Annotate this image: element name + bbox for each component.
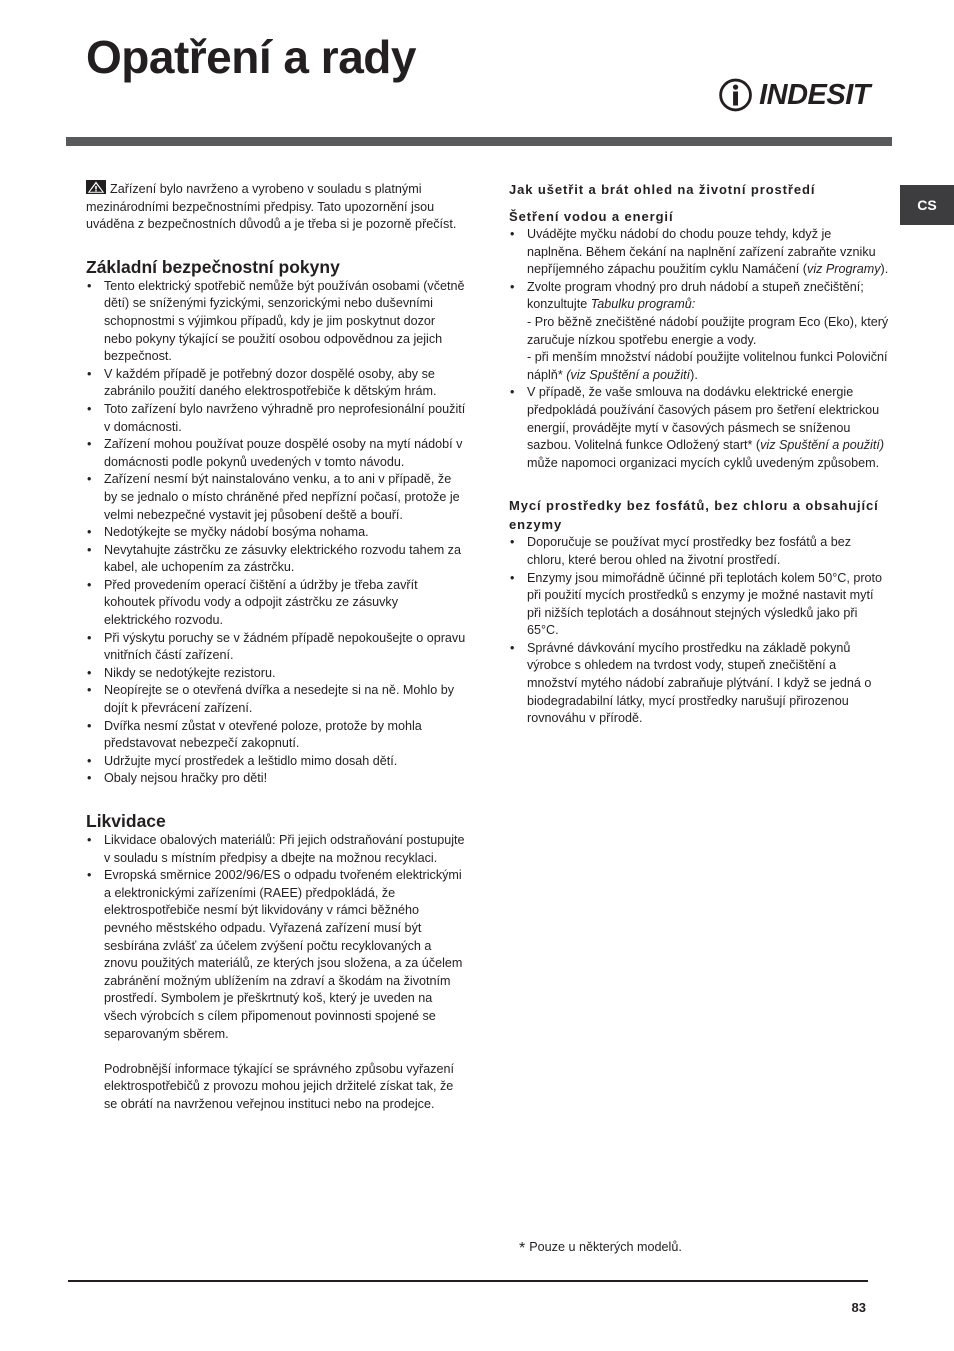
- list-item: • Likvidace obalových materiálů: Při jejich odstraňování postupujte v souladu s místním předpisy a dbejte na možnou recyklaci.: [86, 832, 466, 867]
- list-item: • Nikdy se nedotýkejte rezistoru.: [86, 665, 466, 683]
- list-item: • Enzymy jsou mimořádně účinné při teplotách kolem 50°C, proto při použití mycích prostředků s enzymy je možné nastavit mytí při nižších teplotách a dosáhnout stejných výsledků jako při 65°C.: [509, 570, 889, 640]
- indesit-logo-icon: [718, 75, 753, 115]
- list-item: • Zvolte program vhodný pro druh nádobí a stupeň znečištění; konzultujte Tabulku programů: - Pro běžně znečištěné nádobí použijte program Eco (Eko), který zaručuje nízkou spotřebu energie a vody. - při menším množství nádobí použijte volitelnou funkci Poloviční náplň* (viz Spuštění a použití).: [509, 279, 889, 385]
- disposal-heading: Likvidace: [86, 811, 166, 831]
- water-energy-list: [509, 226, 889, 472]
- list-item: • Tento elektrický spotřebič nemůže být používán osobami (včetně dětí) se sníženými fyzickými, senzorickými nebo duševními schopnostmi s výjimkou případů, kdy je jim poskytnut dozor nebo pokyny týkající se použití osobou odpovědnou za jejich bezpečnost.: [86, 278, 466, 366]
- indesit-logo: [718, 74, 870, 116]
- environment-heading: Jak ušetřit a brát ohled na životní prostředí: [509, 182, 816, 197]
- list-item: • Nedotýkejte se myčky nádobí bosýma nohama.: [86, 524, 466, 542]
- detergents-heading: Mycí prostředky bez fosfátů, bez chloru a obsahující enzymy: [509, 498, 879, 533]
- language-tab: CS: [900, 185, 954, 225]
- warning-icon: [86, 180, 106, 194]
- list-item: • Při výskytu poruchy se v žádném případě nepokoušejte o opravu vnitřních částí zařízení.: [86, 630, 466, 665]
- list-item: • Obaly nejsou hračky pro děti!: [86, 770, 466, 788]
- list-item: • Správné dávkování mycího prostředku na základě pokynů výrobce s ohledem na tvrdost vody, stupeň znečištění a množství mytého nádobí zabraňuje plýtvání. I když se jedná o biodegradabilní látky, mycí prostředky narušují přirozenou rovnováhu v přírodě.: [509, 640, 889, 728]
- footnote-text: Pouze u některých modelů.: [529, 1240, 682, 1254]
- list-item: • Nevytahujte zástrčku ze zásuvky elektrického rozvodu tahem za kabel, ale uchopením za zástrčku.: [86, 542, 466, 577]
- list-item: • Dvířka nesmí zůstat v otevřené poloze, protože by mohla představovat nebezpečí zakopnutí.: [86, 718, 466, 753]
- header-bar: [66, 137, 892, 146]
- basic-safety-list: [86, 278, 466, 788]
- list-item: • Zařízení nesmí být nainstalováno venku, a to ani v případě, že by se jednalo o místo chráněné před nepřízní počasí, protože je velmi nebezpečné vystavit jej působení deště a bouří.: [86, 471, 466, 524]
- list-item: • Před provedením operací čištění a údržby je třeba zavřít kohoutek přívodu vody a odpojit zástrčku ze zásuvky elektrického rozvodu.: [86, 577, 466, 630]
- water-energy-heading: Šetření vodou a energií: [509, 209, 674, 224]
- intro-text: Zařízení bylo navrženo a vyrobeno v souladu s platnými mezinárodními bezpečnostními předpisy. Tato upozornění jsou uváděna z bezpečnostních důvodů a je třeba si je pozorně přečíst.: [86, 182, 457, 232]
- footer-rule: [68, 1280, 868, 1282]
- basic-safety-heading: Základní bezpečnostní pokyny: [86, 256, 340, 277]
- list-item: • Toto zařízení bylo navrženo výhradně pro neprofesionální použití v domácnosti.: [86, 401, 466, 436]
- left-column: [86, 180, 466, 1114]
- list-item: • Zařízení mohou používat pouze dospělé osoby na mytí nádobí v domácnosti podle pokynů uvedených v tomto návodu.: [86, 436, 466, 471]
- intro-paragraph: [86, 180, 466, 234]
- page-title: Opatření a rady: [86, 31, 416, 83]
- list-item: • Evropská směrnice 2002/96/ES o odpadu tvořeném elektrickými a elektronickými zařízeními (RAEE) předpokládá, že elektrospotřebiče nesmí být likvidovány v rámci běžného pevného městského odpadu. Vyřazená zařízení musí být sesbírána zvlášť za účelem zvýšení počtu recyklovaných a znovu použitých materiálů, ze kterých jsou složena, a za účelem zabránění možným ublížením na zdraví a škodám na životním prostředí. Symbolem je přeškrtnutý koš, který je uveden na všech výrobcích s cílem připomenout povinnosti spojené se separovaným sběrem.: [86, 867, 466, 1043]
- right-column: [509, 180, 889, 728]
- footnote-star: *: [519, 1240, 526, 1257]
- list-item: • Uvádějte myčku nádobí do chodu pouze tehdy, když je naplněna. Během čekání na naplnění zařízení zabraňte vzniku nepříjemného zápachu použitím cyklu Namáčení (viz Programy).: [509, 226, 889, 279]
- detergents-list: [509, 534, 889, 728]
- list-item: • Udržujte mycí prostředek a leštidlo mimo dosah dětí.: [86, 753, 466, 771]
- disposal-list: [86, 832, 466, 1043]
- page-number: 83: [851, 1300, 866, 1315]
- list-item: • Doporučuje se používat mycí prostředky bez fosfátů a bez chloru, které berou ohled na životní prostředí.: [509, 534, 889, 569]
- disposal-paragraph: Podrobnější informace týkající se správného způsobu vyřazení elektrospotřebičů z provozu mohou jejich držitelé získat tak, že se obrátí na navrženou veřejnou instituci nebo na prodejce.: [104, 1061, 455, 1111]
- footnote: [519, 1240, 682, 1258]
- logo-text: INDESIT: [759, 78, 870, 111]
- list-item: • V každém případě je potřebný dozor dospělé osoby, aby se zabránilo použití daného elektrospotřebiče k dětským hrám.: [86, 366, 466, 401]
- list-item: • Neopírejte se o otevřená dvířka a nesedejte si na ně. Mohlo by dojít k převrácení zařízení.: [86, 682, 466, 717]
- list-item: • V případě, že vaše smlouva na dodávku elektrické energie předpokládá používání časových pásem pro šetření elektrickou energií, provádějte mytí v časových pásmech se sníženou sazbou. Volitelná funkce Odložený start* (viz Spuštění a použití) může napomoci organizaci mycích cyklů uvedeným způsobem.: [509, 384, 889, 472]
